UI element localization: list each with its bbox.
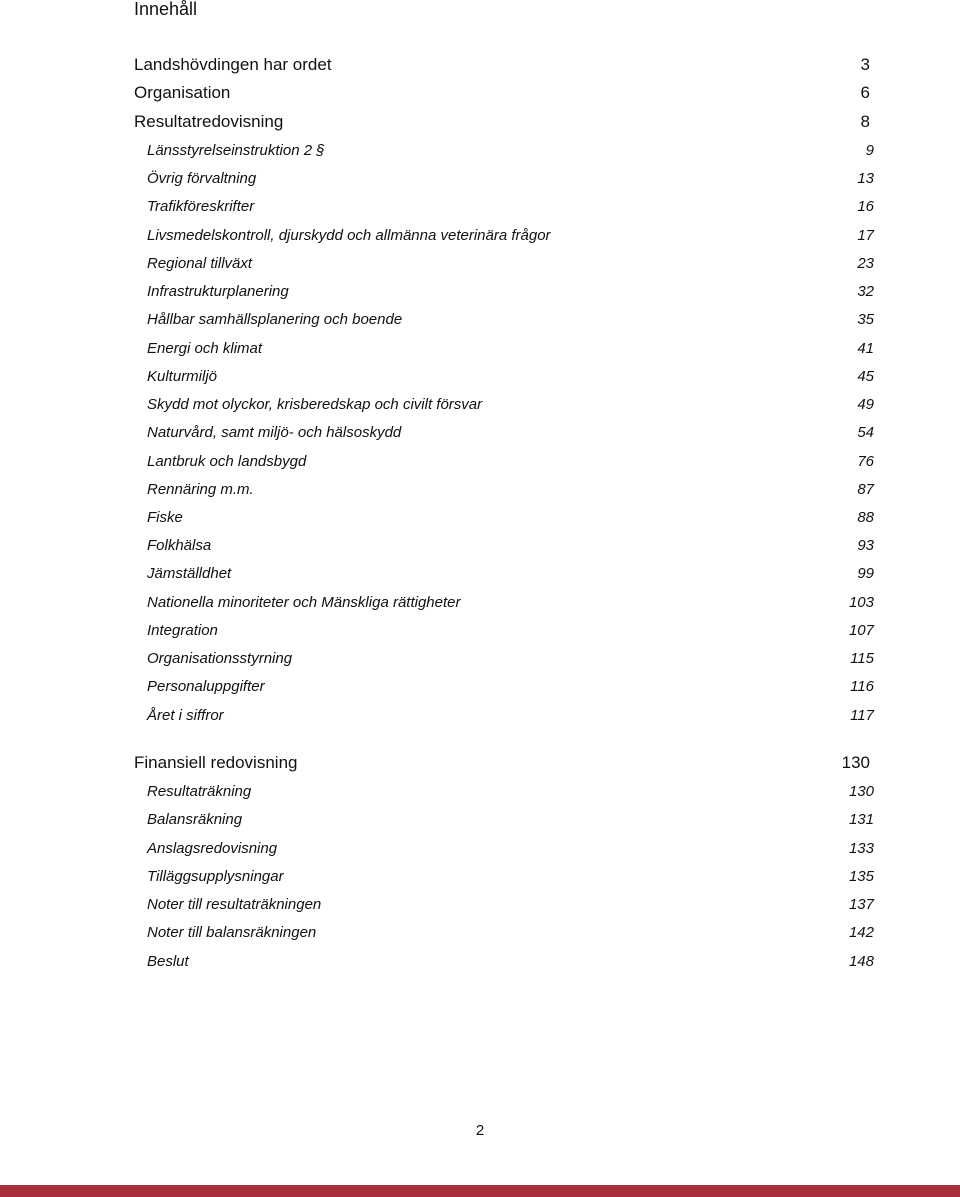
toc-subentry-page: 49 [857, 396, 874, 413]
toc-subentry-page: 148 [848, 953, 874, 970]
footer-bar [0, 1185, 960, 1197]
toc-subentry-page: 115 [850, 650, 874, 667]
toc-subentry[interactable] [147, 649, 874, 669]
toc-subentry[interactable] [147, 593, 874, 613]
toc-subentry[interactable] [147, 141, 874, 161]
toc-subentry[interactable] [147, 367, 874, 387]
toc-subentry-label: Livsmedelskontroll, djurskydd och allmänna veterinära frågor [147, 227, 551, 244]
toc-subentry-page: 17 [857, 227, 874, 244]
toc-entry-finansiell-redovisning[interactable] [134, 752, 870, 774]
toc-entry-label: Organisation [134, 83, 231, 102]
toc-subentry-label: Naturvård, samt miljö- och hälsoskydd [147, 424, 402, 441]
toc-subentry-label: Tilläggsupplysningar [147, 868, 284, 885]
toc-subentry-page: 41 [857, 340, 874, 357]
toc-subentry[interactable] [147, 706, 874, 726]
toc-subentry[interactable] [147, 395, 874, 415]
toc-subentry-page: 45 [857, 368, 874, 385]
toc-subentry[interactable] [147, 952, 874, 972]
toc-entry-label: Landshövdingen har ordet [134, 55, 332, 74]
toc-subentry-page: 35 [857, 311, 874, 328]
toc-subentry-label: Personaluppgifter [147, 678, 265, 695]
toc-subentry-page: 87 [857, 481, 874, 498]
toc-subentry[interactable] [147, 867, 874, 887]
toc-subentry-page: 117 [850, 707, 874, 724]
toc-entry-page: 8 [860, 112, 870, 131]
toc-subentry[interactable] [147, 564, 874, 584]
toc-subentry-page: 13 [857, 170, 874, 187]
toc-subentry[interactable] [147, 169, 874, 189]
toc-subentry[interactable] [147, 839, 874, 859]
toc-subentry-label: Folkhälsa [147, 537, 212, 554]
toc-subentry-label: Noter till resultaträkningen [147, 896, 322, 913]
toc-subentry[interactable] [147, 226, 874, 246]
toc-subentry-label: Nationella minoriteter och Mänskliga rättigheter [147, 594, 461, 611]
toc-subentry-label: Lantbruk och landsbygd [147, 453, 307, 470]
toc-subentry[interactable] [147, 677, 874, 697]
toc-subentry-label: Jämställdhet [147, 565, 232, 582]
toc-subentry-page: 142 [848, 924, 874, 941]
toc-subentry-page: 135 [848, 868, 874, 885]
toc-subentry[interactable] [147, 508, 874, 528]
toc-subentry-page: 16 [857, 198, 874, 215]
toc-subentry-label: Fiske [147, 509, 183, 526]
toc-subentry-page: 130 [848, 783, 874, 800]
toc-subentry-page: 116 [850, 678, 874, 695]
toc-subentry[interactable] [147, 480, 874, 500]
page-number: 2 [475, 1122, 485, 1139]
toc-subentry[interactable] [147, 810, 874, 830]
toc-subentry-label: Resultaträkning [147, 783, 252, 800]
toc-entry-page: 3 [860, 55, 870, 74]
toc-subentry[interactable] [147, 923, 874, 943]
toc-subentry-label: Infrastrukturplanering [147, 283, 289, 300]
toc-subentry-label: Skydd mot olyckor, krisberedskap och civilt försvar [147, 396, 483, 413]
toc-subentry[interactable] [147, 254, 874, 274]
toc-subentry-page: 103 [848, 594, 874, 611]
toc-subentry[interactable] [147, 310, 874, 330]
toc-subentry[interactable] [147, 423, 874, 443]
toc-subentry-page: 131 [848, 811, 874, 828]
toc-entry-page: 130 [841, 753, 870, 772]
toc-subentry-label: Hållbar samhällsplanering och boende [147, 311, 403, 328]
toc-entry-organisation[interactable] [134, 82, 870, 104]
toc-subentry-page: 32 [857, 283, 874, 300]
toc-subentry-page: 93 [857, 537, 874, 554]
toc-subentry-label: Noter till balansräkningen [147, 924, 317, 941]
page-title: Innehåll [134, 0, 198, 19]
toc-subentry-page: 54 [857, 424, 874, 441]
toc-subentry-label: Regional tillväxt [147, 255, 253, 272]
toc-subentry-label: Organisationsstyrning [147, 650, 293, 667]
toc-subentry[interactable] [147, 339, 874, 359]
toc-subentry[interactable] [147, 782, 874, 802]
toc-entry-resultatredovisning[interactable] [134, 111, 870, 133]
toc-entry-page: 6 [860, 83, 870, 102]
toc-subentry-label: Trafikföreskrifter [147, 198, 255, 215]
toc-subentry-page: 99 [857, 565, 874, 582]
toc-subentry[interactable] [147, 197, 874, 217]
toc-subentry[interactable] [147, 895, 874, 915]
toc-subentry-label: Anslagsredovisning [147, 840, 278, 857]
toc-subentry[interactable] [147, 282, 874, 302]
toc-subentry-label: Integration [147, 622, 218, 639]
toc-subentry-page: 9 [865, 142, 874, 159]
toc-entry-landshovdingen[interactable] [134, 54, 870, 76]
toc-subentry-page: 23 [857, 255, 874, 272]
toc-subentry[interactable] [147, 621, 874, 641]
toc-subentry-page: 107 [848, 622, 874, 639]
toc-subentry-label: Året i siffror [147, 707, 224, 724]
toc-subentry-label: Balansräkning [147, 811, 243, 828]
toc-subentry-label: Övrig förvaltning [147, 170, 257, 187]
toc-subentry[interactable] [147, 536, 874, 556]
toc-subentry-label: Kulturmiljö [147, 368, 218, 385]
toc-subentry-page: 88 [857, 509, 874, 526]
toc-subentry-page: 137 [848, 896, 874, 913]
toc-entry-label: Resultatredovisning [134, 112, 284, 131]
toc-subentry-label: Beslut [147, 953, 189, 970]
toc-subentry-page: 76 [857, 453, 874, 470]
toc-subentry-label: Rennäring m.m. [147, 481, 254, 498]
toc-subentry[interactable] [147, 452, 874, 472]
toc-entry-label: Finansiell redovisning [134, 753, 298, 772]
toc-subentry-page: 133 [848, 840, 874, 857]
toc-subentry-label: Energi och klimat [147, 340, 263, 357]
toc-subentry-label: Länsstyrelseinstruktion 2 § [147, 142, 325, 159]
